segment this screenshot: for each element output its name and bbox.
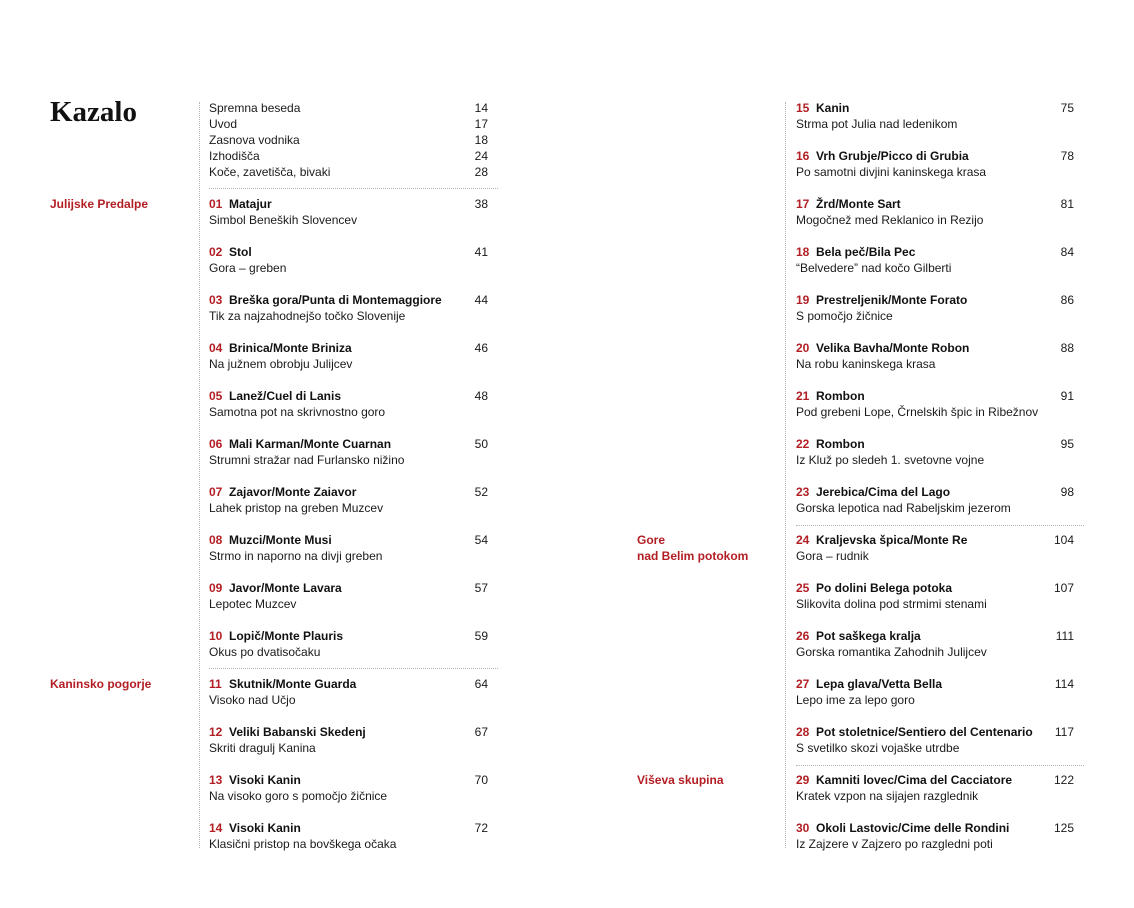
page-number: 17 [474, 117, 488, 131]
tour-entry-26[interactable] [796, 628, 1074, 660]
tour-number: 20 [796, 341, 810, 355]
tour-entry-13[interactable] [209, 772, 488, 804]
tour-number: 05 [209, 389, 223, 403]
page-number: 81 [1060, 197, 1074, 211]
tour-number: 23 [796, 485, 810, 499]
page-number: 14 [474, 101, 488, 115]
tour-name: Pot stoletnice/Sentiero del Centenario [816, 725, 1033, 739]
tour-entry-04[interactable] [209, 340, 488, 372]
page-number: 122 [1053, 773, 1074, 787]
tour-name: Rombon [816, 437, 865, 451]
intro-item[interactable] [209, 116, 488, 132]
tour-subtitle: Gorska romantika Zahodnih Julijcev [796, 645, 987, 659]
page-number: 78 [1060, 149, 1074, 163]
page-number: 28 [474, 165, 488, 179]
tour-name: Breška gora/Punta di Montemaggiore [229, 293, 442, 307]
page-number: 24 [474, 149, 488, 163]
tour-subtitle: Lepotec Muzcev [209, 597, 297, 611]
tour-subtitle: Okus po dvatisočaku [209, 645, 321, 659]
tour-number: 24 [796, 533, 810, 547]
tour-entry-12[interactable] [209, 724, 488, 756]
page-number: 50 [474, 437, 488, 451]
section-label-gore-nad-belim-potokom [637, 532, 748, 564]
tour-number: 30 [796, 821, 810, 835]
page-number: 104 [1053, 533, 1074, 547]
divider-gore [796, 525, 1084, 526]
page-number: 91 [1060, 389, 1074, 403]
tour-entry-05[interactable] [209, 388, 488, 420]
tour-number: 18 [796, 245, 810, 259]
tour-entry-08[interactable] [209, 532, 488, 564]
divider-viseva [796, 765, 1084, 766]
tour-name: Muzci/Monte Musi [229, 533, 332, 547]
tour-name: Žrd/Monte Sart [816, 197, 901, 211]
tour-entry-17[interactable] [796, 196, 1074, 228]
tour-name: Veliki Babanski Skedenj [229, 725, 366, 739]
tour-subtitle: Strma pot Julia nad ledenikom [796, 117, 958, 131]
page-number: 114 [1054, 677, 1074, 691]
tour-name: Kraljevska špica/Monte Re [816, 533, 968, 547]
tour-name: Rombon [816, 389, 865, 403]
section-label-kaninsko-pogorje: Kaninsko pogorje [50, 677, 152, 691]
tour-number: 01 [209, 197, 223, 211]
tour-subtitle: Simbol Beneških Slovencev [209, 213, 358, 227]
tour-subtitle: Tik za najzahodnejšo točko Slovenije [209, 309, 406, 323]
tour-name: Lepa glava/Vetta Bella [816, 677, 943, 691]
tour-subtitle: Na južnem obrobju Julijcev [209, 357, 353, 371]
page-number: 48 [474, 389, 488, 403]
tour-subtitle: Skriti dragulj Kanina [209, 741, 316, 755]
section-label-viseva-skupina: Viševa skupina [637, 773, 724, 787]
page-number: 86 [1060, 293, 1074, 307]
tour-subtitle: Gorska lepotica nad Rabeljskim jezerom [796, 501, 1011, 515]
tour-name: Po dolini Belega potoka [816, 581, 953, 595]
tour-entry-25[interactable] [796, 580, 1074, 612]
tour-entry-10[interactable] [209, 628, 488, 660]
tour-number: 12 [209, 725, 223, 739]
section-label-line: Gore [637, 533, 666, 547]
tour-name: Vrh Grubje/Picco di Grubia [816, 149, 969, 163]
tour-entry-23[interactable] [796, 484, 1074, 516]
tour-name: Matajur [229, 197, 272, 211]
tour-name: Brinica/Monte Briniza [229, 341, 352, 355]
tour-number: 19 [796, 293, 810, 307]
intro-item-label: Zasnova vodnika [209, 133, 300, 147]
tour-subtitle: S pomočjo žičnice [796, 309, 893, 323]
intro-item[interactable] [209, 132, 488, 148]
page-number: 72 [474, 821, 488, 835]
tour-entry-16[interactable] [796, 148, 1074, 180]
tour-subtitle: Iz Kluž po sledeh 1. svetovne vojne [796, 453, 985, 467]
page-title: Kazalo [50, 96, 137, 128]
page-number: 38 [474, 197, 488, 211]
tour-entry-24[interactable] [796, 532, 1074, 564]
tour-entry-30[interactable] [796, 820, 1074, 852]
tour-subtitle: Lahek pristop na greben Muzcev [209, 501, 384, 515]
tour-entry-15[interactable] [796, 100, 1074, 132]
tour-entry-14[interactable] [209, 820, 488, 852]
page-number: 70 [474, 773, 488, 787]
tour-number: 13 [209, 773, 223, 787]
tour-subtitle: Gora – rudnik [796, 549, 869, 563]
tour-subtitle: Pod grebeni Lope, Črnelskih špic in Ribežnov [796, 405, 1039, 419]
tour-name: Pot saškega kralja [816, 629, 921, 643]
tour-entry-09[interactable] [209, 580, 488, 612]
divider-intro [209, 188, 498, 189]
tour-entry-02[interactable] [209, 244, 488, 276]
section-label-line: nad Belim potokom [637, 549, 749, 563]
tour-subtitle: Mogočnež med Reklanico in Rezijo [796, 213, 984, 227]
tour-name: Prestreljenik/Monte Forato [816, 293, 968, 307]
tour-number: 07 [209, 485, 223, 499]
page-number: 88 [1060, 341, 1074, 355]
tour-name: Bela peč/Bila Pec [816, 245, 916, 259]
tour-number: 04 [209, 341, 223, 355]
tour-number: 27 [796, 677, 810, 691]
tour-entry-29[interactable] [796, 772, 1074, 804]
tour-number: 03 [209, 293, 223, 307]
intro-item[interactable] [209, 148, 488, 164]
page-number: 54 [474, 533, 488, 547]
tour-number: 08 [209, 533, 223, 547]
tour-entry-21[interactable] [796, 388, 1074, 420]
page-number: 84 [1060, 245, 1074, 259]
tour-entry-03[interactable] [209, 292, 488, 324]
tour-number: 29 [796, 773, 810, 787]
tour-subtitle: S svetilko skozi vojaške utrdbe [796, 741, 960, 755]
tour-number: 10 [209, 629, 223, 643]
page-number: 57 [474, 581, 488, 595]
tour-entry-07[interactable] [209, 484, 488, 516]
tour-name: Javor/Monte Lavara [229, 581, 342, 595]
tour-number: 21 [796, 389, 810, 403]
page-number: 98 [1060, 485, 1074, 499]
tour-subtitle: Kratek vzpon na sijajen razglednik [796, 789, 979, 803]
tour-name: Zajavor/Monte Zaiavor [229, 485, 357, 499]
page-number: 46 [474, 341, 488, 355]
left-column-rule [199, 102, 200, 848]
tour-name: Okoli Lastovic/Cime delle Rondini [816, 821, 1010, 835]
page-number: 117 [1054, 725, 1074, 739]
tour-number: 11 [209, 677, 222, 691]
tour-subtitle: Lepo ime za lepo goro [796, 693, 915, 707]
intro-item[interactable] [209, 164, 488, 180]
page-number: 75 [1060, 101, 1074, 115]
tour-number: 02 [209, 245, 223, 259]
tour-entry-06[interactable] [209, 436, 488, 468]
tour-entry-01[interactable] [209, 196, 488, 228]
tour-number: 14 [209, 821, 223, 835]
tour-number: 26 [796, 629, 810, 643]
divider-kaninsko [209, 668, 498, 669]
tour-number: 15 [796, 101, 810, 115]
intro-item-label: Uvod [209, 117, 238, 131]
tour-subtitle: Samotna pot na skrivnostno goro [209, 405, 386, 419]
tour-name: Lopič/Monte Plauris [229, 629, 344, 643]
tour-name: Mali Karman/Monte Cuarnan [229, 437, 392, 451]
right-column-rule [785, 102, 786, 848]
tour-entry-18[interactable] [796, 244, 1074, 276]
tour-name: Visoki Kanin [229, 773, 301, 787]
tour-entry-22[interactable] [796, 436, 1074, 468]
tour-subtitle: Slikovita dolina pod strmimi stenami [796, 597, 987, 611]
tour-subtitle: Na robu kaninskega krasa [796, 357, 936, 371]
page-number: 107 [1053, 581, 1074, 595]
page-number: 44 [474, 293, 488, 307]
tour-entry-19[interactable] [796, 292, 1074, 324]
tour-subtitle: Gora – greben [209, 261, 287, 275]
tour-name: Kamniti lovec/Cima del Cacciatore [816, 773, 1013, 787]
tour-name: Kanin [816, 101, 850, 115]
tour-entry-20[interactable] [796, 340, 1074, 372]
page-number: 95 [1060, 437, 1074, 451]
tour-name: Jerebica/Cima del Lago [816, 485, 951, 499]
section-label-julijske-predalpe: Julijske Predalpe [50, 197, 149, 211]
tour-number: 22 [796, 437, 810, 451]
tour-number: 06 [209, 437, 223, 451]
tour-subtitle: Visoko nad Učjo [209, 693, 296, 707]
tour-subtitle: “Belvedere” nad kočo Gilberti [796, 261, 952, 275]
page-number: 41 [474, 245, 488, 259]
intro-item-label: Izhodišča [209, 149, 260, 163]
intro-item[interactable] [209, 100, 488, 116]
page-number: 18 [474, 133, 488, 147]
tour-subtitle: Po samotni divjini kaninskega krasa [796, 165, 987, 179]
tour-name: Velika Bavha/Monte Robon [816, 341, 970, 355]
tour-name: Skutnik/Monte Guarda [229, 677, 357, 691]
tour-subtitle: Iz Zajzere v Zajzero po razgledni poti [796, 837, 993, 851]
tour-entry-28[interactable] [796, 724, 1074, 756]
tour-number: 09 [209, 581, 223, 595]
page-number: 52 [474, 485, 488, 499]
tour-entry-11[interactable] [209, 676, 488, 708]
tour-number: 28 [796, 725, 810, 739]
page-number: 125 [1053, 821, 1074, 835]
tour-name: Visoki Kanin [229, 821, 301, 835]
page-number: 67 [474, 725, 488, 739]
tour-subtitle: Na visoko goro s pomočjo žičnice [209, 789, 388, 803]
tour-entry-27[interactable] [796, 676, 1074, 708]
tour-subtitle: Strmo in naporno na divji greben [209, 549, 383, 563]
tour-name: Stol [229, 245, 252, 259]
tour-number: 25 [796, 581, 810, 595]
tour-subtitle: Strumni stražar nad Furlansko nižino [209, 453, 405, 467]
page-number: 64 [474, 677, 488, 691]
page-number: 111 [1055, 629, 1074, 643]
page-number: 59 [474, 629, 488, 643]
tour-subtitle: Klasični pristop na bovškega očaka [209, 837, 397, 851]
tour-number: 16 [796, 149, 810, 163]
intro-item-label: Spremna beseda [209, 101, 301, 115]
intro-item-label: Koče, zavetišča, bivaki [209, 165, 331, 179]
tour-number: 17 [796, 197, 810, 211]
tour-name: Lanež/Cuel di Lanis [229, 389, 342, 403]
